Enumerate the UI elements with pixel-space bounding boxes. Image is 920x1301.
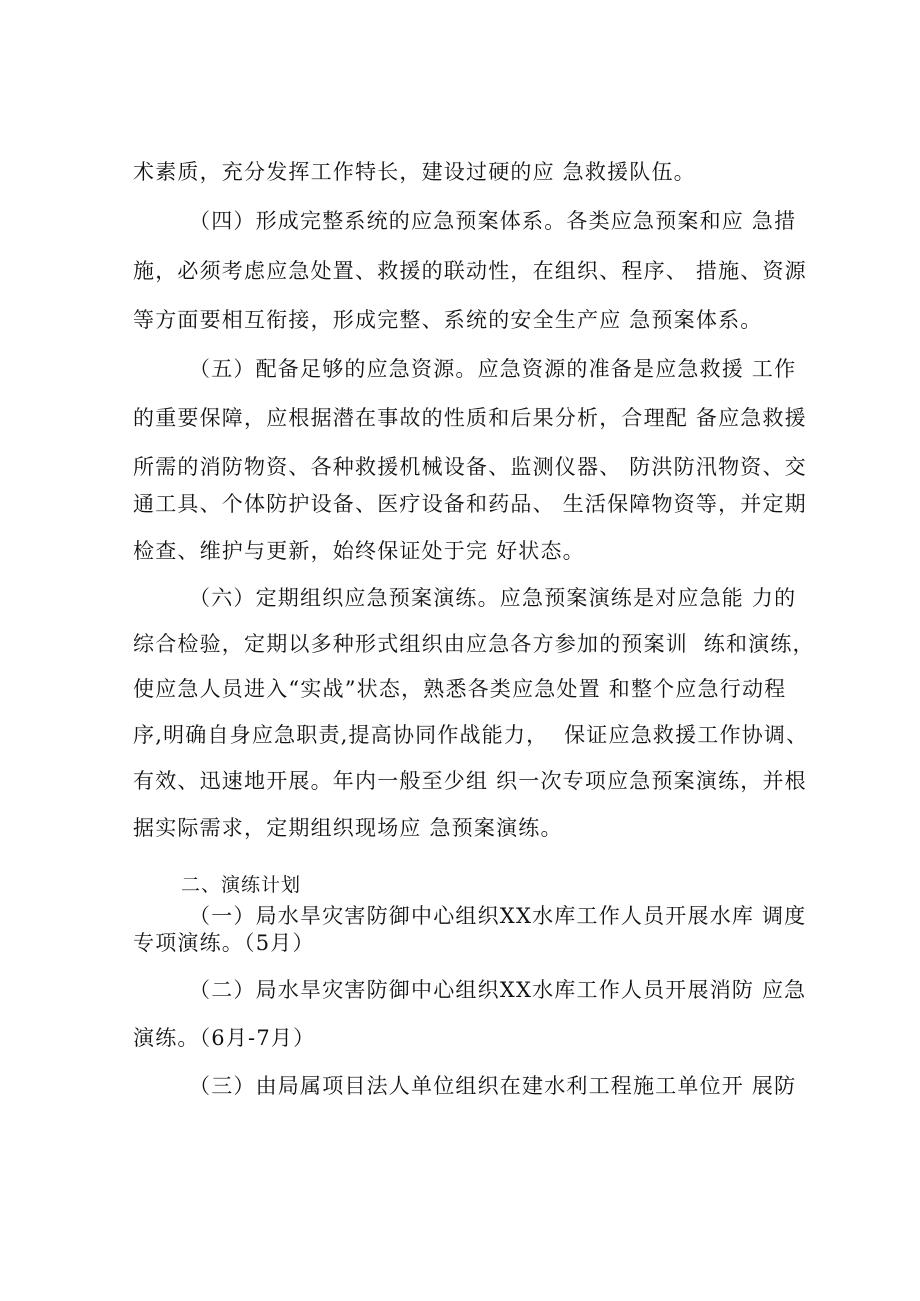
text-line-12: 使应急人员进入“实战”状态，熟悉各类应急处置 和整个应急行动程	[133, 677, 787, 701]
text-line-19: （二）局水旱灾害防御中心组织XX水库工作人员开展消防 应急	[189, 978, 807, 1002]
text-line-18: 专项演练。（5月）	[133, 931, 315, 955]
text-line-6: 的重要保障，应根据潜在事故的性质和后果分析，合理配 备应急救援	[133, 406, 807, 430]
text-line-21: （三）由局属项目法人单位组织在建水利工程施工单位开 展防	[189, 1074, 797, 1098]
text-line-13: 序,明确自身应急职责,提高协同作战能力， 保证应急救援工作协调、	[133, 723, 809, 747]
text-line-15: 据实际需求，定期组织现场应 急预案演练。	[133, 816, 563, 840]
text-line-3: 施，必须考虑应急处置、救援的联动性，在组织、程序、 措施、资源	[133, 259, 807, 283]
text-line-8: 通工具、个体防护设备、医疗设备和药品、 生活保障物资等，并定期	[133, 492, 807, 516]
text-line-4: 等方面要相互衔接，形成完整、系统的安全生产应 急预案体系。	[133, 308, 763, 332]
text-line-17: （一）局水旱灾害防御中心组织XX水库工作人员开展水库 调度	[189, 904, 807, 928]
text-line-5: （五）配备足够的应急资源。应急资源的准备是应急救援 工作	[189, 357, 797, 381]
text-line-11: 综合检验，定期以多种形式组织由应急各方参加的预案训 练和演练，	[133, 632, 815, 656]
text-line-14: 有效、迅速地开展。年内一般至少组 织一次专项应急预案演练，并根	[133, 769, 807, 793]
text-line-20: 演练。（6月-7月）	[133, 1026, 316, 1050]
section-heading: 二、演练计划	[181, 874, 302, 896]
text-line-9: 检查、维护与更新，始终保证处于完 好状态。	[133, 539, 585, 563]
text-line-2: （四）形成完整系统的应急预案体系。各类应急预案和应 急措	[189, 209, 797, 233]
text-line-10: （六）定期组织应急预案演练。应急预案演练是对应急能 力的	[189, 586, 797, 610]
text-line-1: 术素质，充分发挥工作特长，建设过硬的应 急救援队伍。	[133, 160, 696, 184]
text-line-7: 所需的消防物资、各种救援机械设备、监测仪器、 防洪防汛物资、交	[133, 455, 807, 479]
